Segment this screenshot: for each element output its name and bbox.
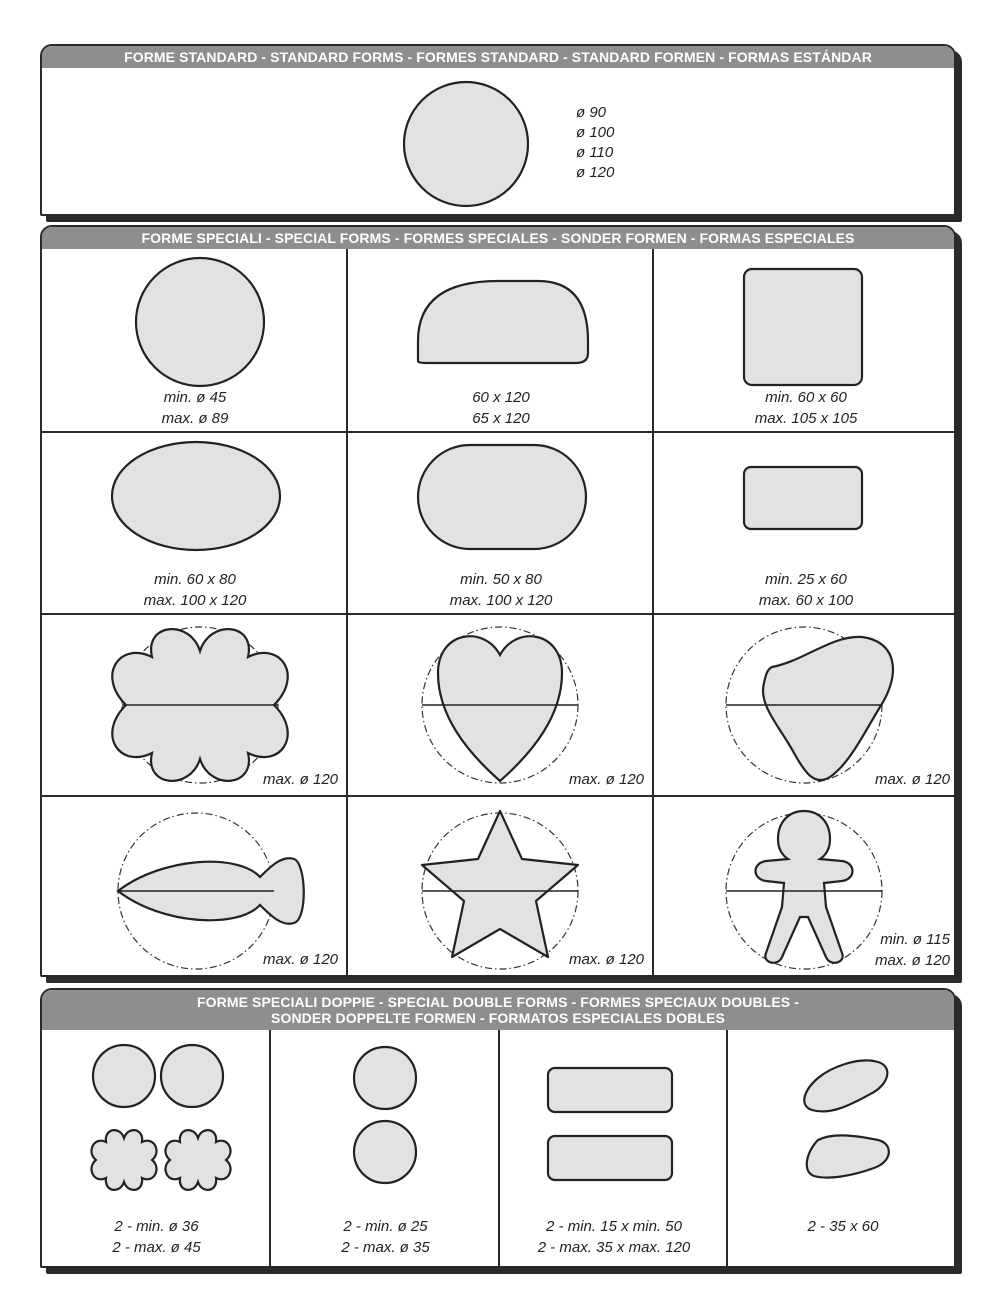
size-max: max. ø 120 xyxy=(874,771,950,788)
size-line: 60 x 120 xyxy=(472,389,530,406)
special-forms-header: FORME SPECIALI - SPECIAL FORMS - FORMES SPECIALES - SONDER FORMEN - FORMAS ESPECIALES xyxy=(42,227,954,249)
special-cell-star xyxy=(348,797,654,977)
size-min: 2 - min. ø 36 xyxy=(114,1218,199,1235)
size-max: 2 - max. ø 35 xyxy=(341,1239,430,1256)
size-max: 2 - max. 35 x max. 120 xyxy=(537,1239,691,1256)
double-forms-panel xyxy=(40,988,956,1268)
size-max: max. ø 120 xyxy=(874,952,950,969)
standard-forms-header: FORME STANDARD - STANDARD FORMS - FORMES STANDARD - STANDARD FORMEN - FORMAS ESTÁNDAR xyxy=(42,46,954,68)
size-max: max. ø 89 xyxy=(161,410,229,427)
size-max: max. ø 120 xyxy=(262,771,338,788)
special-cell-heart xyxy=(348,615,654,797)
double-forms-header-line2: SONDER DOPPELTE FORMEN - FORMATOS ESPECIALES DOBLES xyxy=(271,1010,725,1026)
size-max: max. ø 120 xyxy=(568,771,644,788)
special-cell-half-round xyxy=(348,249,654,433)
size-line: 2 - 35 x 60 xyxy=(807,1218,879,1235)
special-cell-flower xyxy=(42,615,348,797)
size-min: 2 - min. ø 25 xyxy=(343,1218,428,1235)
special-cell-circle xyxy=(42,249,348,433)
standard-sizes xyxy=(576,103,614,183)
standard-size: ø 110 xyxy=(576,144,614,161)
special-forms-grid xyxy=(42,249,954,977)
double-cell-rectangle xyxy=(500,1030,728,1268)
size-max: max. 100 x 120 xyxy=(449,592,553,609)
size-max: 2 - max. ø 45 xyxy=(112,1239,201,1256)
size-max: max. ø 120 xyxy=(262,951,338,968)
special-cell-gingerbread-man xyxy=(654,797,956,977)
standard-forms-panel xyxy=(40,44,956,216)
standard-size: ø 90 xyxy=(576,104,607,121)
special-cell-oval xyxy=(42,433,348,615)
special-cell-rectangle xyxy=(654,433,956,615)
size-min: 2 - min. 15 x min. 50 xyxy=(546,1218,682,1235)
standard-size: ø 100 xyxy=(576,124,615,141)
special-cell-free-form xyxy=(654,615,956,797)
size-max: max. ø 120 xyxy=(568,951,644,968)
size-max: max. 105 x 105 xyxy=(754,410,858,427)
standard-circle-shape xyxy=(42,68,956,216)
double-forms-header-line1: FORME SPECIALI DOPPIE - SPECIAL DOUBLE FORMS - FORMES SPECIAUX DOUBLES - xyxy=(197,994,799,1010)
size-min: min. ø 115 xyxy=(880,931,950,948)
double-forms-grid xyxy=(42,1030,954,1268)
size-min: min. 50 x 80 xyxy=(460,571,542,588)
special-forms-panel xyxy=(40,225,956,977)
size-max: max. 60 x 100 xyxy=(758,592,854,609)
size-min: min. 25 x 60 xyxy=(765,571,847,588)
double-cell-free-form xyxy=(728,1030,956,1268)
size-min: min. ø 45 xyxy=(163,389,227,406)
double-cell-circle-flower xyxy=(42,1030,271,1268)
size-line: 65 x 120 xyxy=(472,410,530,427)
size-min: min. 60 x 80 xyxy=(154,571,236,588)
standard-size: ø 120 xyxy=(576,164,615,181)
special-cell-square xyxy=(654,249,956,433)
size-max: max. 100 x 120 xyxy=(143,592,247,609)
special-cell-stadium xyxy=(348,433,654,615)
double-forms-header xyxy=(42,990,954,1030)
size-min: min. 60 x 60 xyxy=(765,389,847,406)
double-cell-circle xyxy=(271,1030,500,1268)
special-cell-fish xyxy=(42,797,348,977)
